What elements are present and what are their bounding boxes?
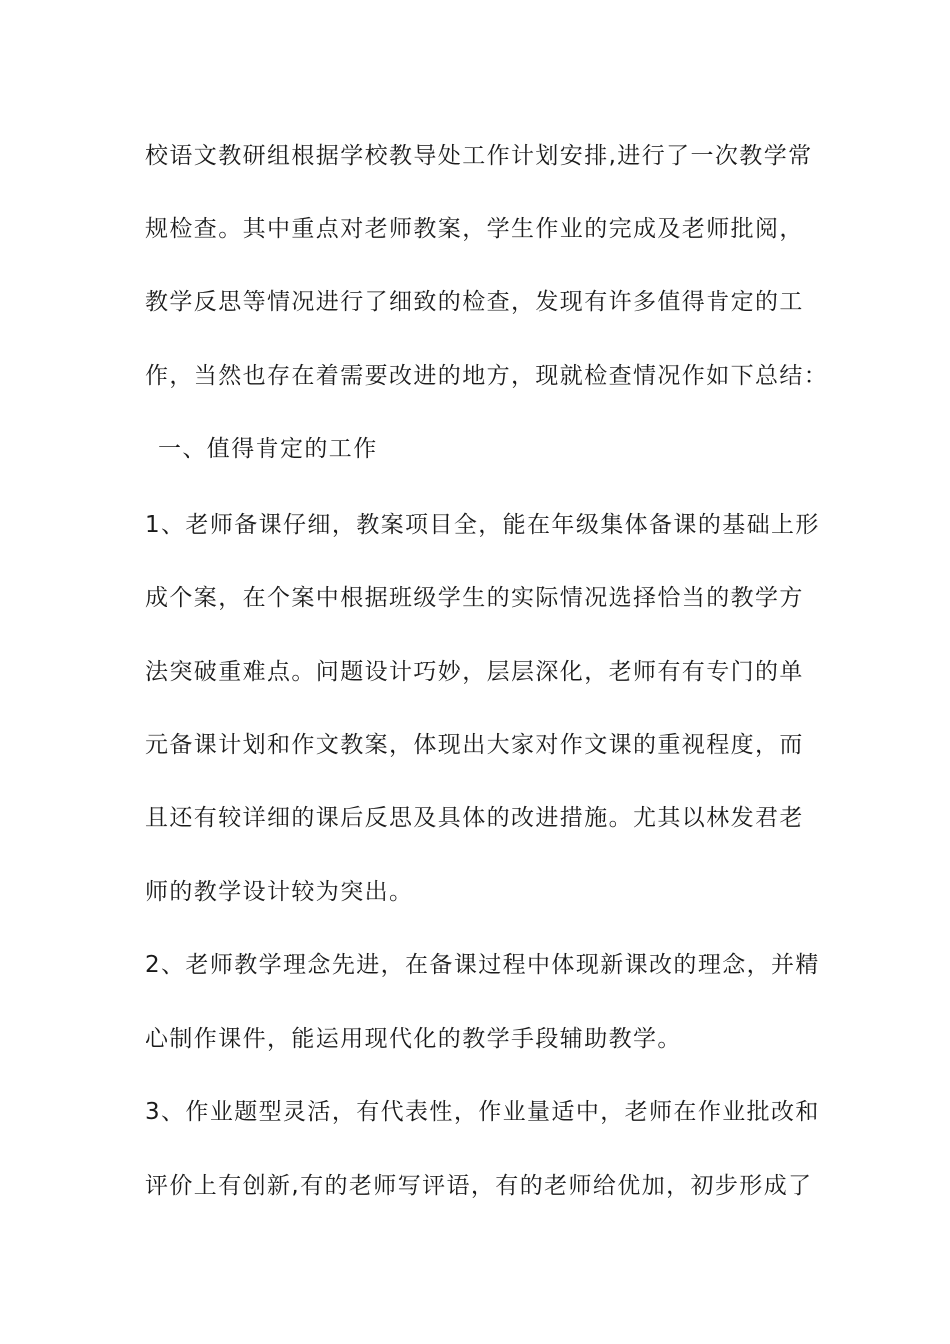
paragraph-line-12: 2、老师教学理念先进，在备课过程中体现新课改的理念，并精 — [145, 952, 820, 978]
paragraph-line-14: 3、作业题型灵活，有代表性，作业量适中，老师在作业批改和 — [145, 1099, 820, 1125]
paragraph-line-9: 元备课计划和作文教案，体现出大家对作文课的重视程度，而 — [145, 732, 804, 758]
section-heading: 一、值得肯定的工作 — [158, 436, 378, 462]
paragraph-line-6: 1、老师备课仔细，教案项目全，能在年级集体备课的基础上形 — [145, 512, 820, 538]
paragraph-line-3: 教学反思等情况进行了细致的检查，发现有许多值得肯定的工 — [145, 289, 804, 315]
paragraph-line-8: 法突破重难点。问题设计巧妙，层层深化，老师有有专门的单 — [145, 659, 804, 685]
paragraph-line-2: 规检查。其中重点对老师教案，学生作业的完成及老师批阅， — [145, 216, 804, 242]
paragraph-line-4: 作，当然也存在着需要改进的地方，现就检查情况作如下总结： — [145, 363, 829, 389]
paragraph-line-15: 评价上有创新,有的老师写评语，有的老师给优加，初步形成了 — [145, 1173, 813, 1199]
paragraph-line-10: 且还有较详细的课后反思及具体的改进措施。尤其以林发君老 — [145, 805, 804, 831]
paragraph-line-1: 校语文教研组根据学校教导处工作计划安排,进行了一次教学常 — [145, 143, 813, 169]
paragraph-line-11: 师的教学设计较为突出。 — [145, 879, 414, 905]
paragraph-line-7: 成个案，在个案中根据班级学生的实际情况选择恰当的教学方 — [145, 585, 804, 611]
paragraph-line-13: 心制作课件，能运用现代化的教学手段辅助教学。 — [145, 1026, 682, 1052]
